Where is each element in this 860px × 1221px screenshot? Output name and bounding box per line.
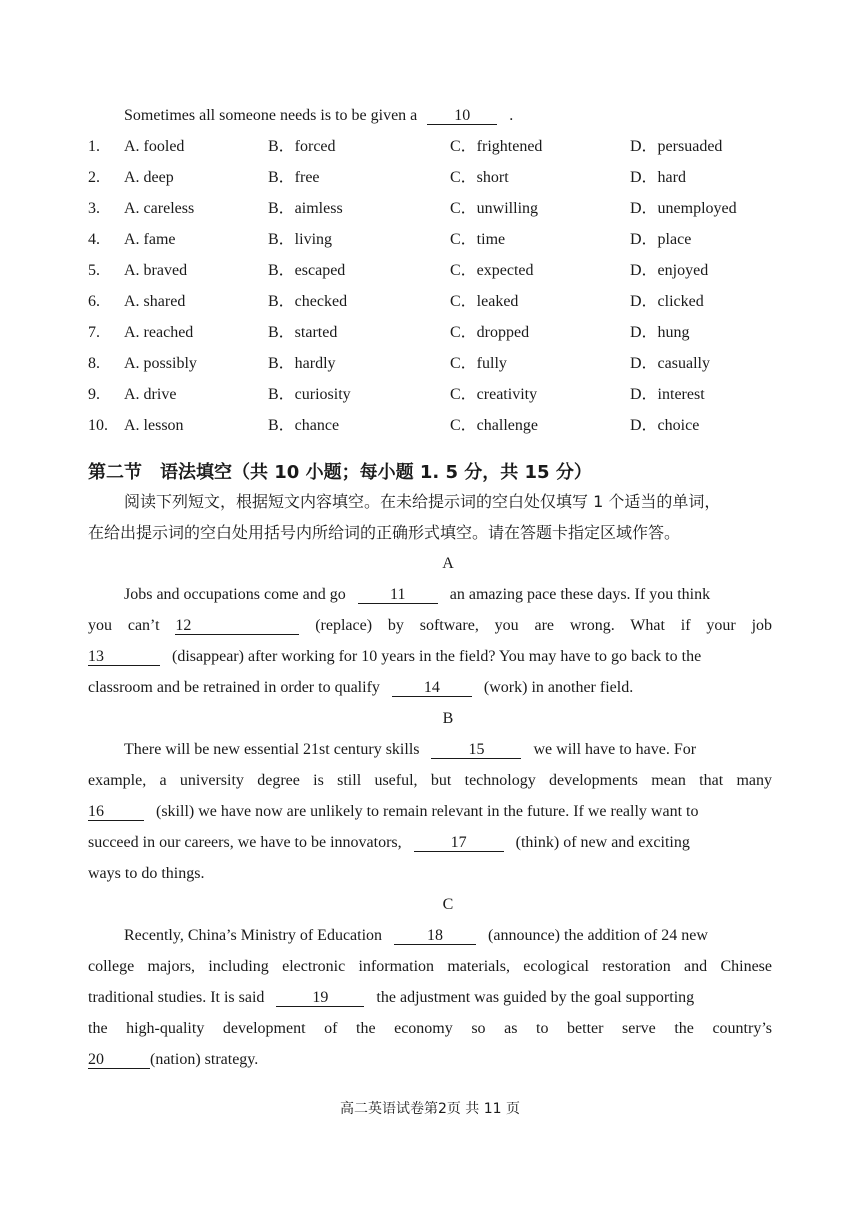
option-d: D．persuaded: [630, 138, 723, 155]
option-a: A. possibly: [124, 355, 197, 372]
blank-14: 14: [392, 680, 472, 697]
option-b: B．aimless: [268, 200, 343, 217]
option-d: D．enjoyed: [630, 262, 709, 279]
option-c: C．unwilling: [450, 200, 539, 217]
text: Jobs and occupations come and go: [124, 586, 346, 603]
passage-a-line-2: [88, 616, 772, 636]
option-row: [88, 385, 788, 407]
text: (nation) strategy.: [150, 1051, 259, 1068]
option-row: [88, 230, 788, 252]
text: (replace) by software, you are wrong. What if your job: [315, 617, 773, 634]
option-row: [88, 292, 788, 314]
option-c: C．challenge: [450, 417, 538, 434]
question-number: 5.: [88, 262, 100, 279]
blank-15: 15: [431, 742, 521, 759]
passage-c-label: C: [442, 896, 454, 913]
question-number: 9.: [88, 386, 100, 403]
question-number: 10.: [88, 417, 108, 434]
option-row: [88, 261, 788, 283]
option-b: B．curiosity: [268, 386, 351, 403]
blank-11: 11: [358, 587, 438, 604]
option-b: B．living: [268, 231, 333, 248]
text: (disappear) after working for 10 years in the field? You may have to go back to the: [172, 648, 702, 665]
text: we will have to have. For: [533, 741, 697, 758]
option-c: C．leaked: [450, 293, 519, 310]
option-c: C．fully: [450, 355, 507, 372]
instructions-line-2: 在给出提示词的空白处用括号内所给词的正确形式填空。请在答题卡指定区域作答。: [88, 523, 681, 542]
passage-b-line-2: example, a university degree is still useful, but technology developments mean that many: [88, 772, 772, 789]
intro-line: [124, 106, 513, 126]
option-b: B．started: [268, 324, 338, 341]
option-a: A. fame: [124, 231, 176, 248]
passage-b-line-5: ways to do things.: [88, 865, 205, 882]
option-c: C．dropped: [450, 324, 530, 341]
passage-a-line-4: [88, 678, 633, 698]
text: succeed in our careers, we have to be innovators,: [88, 834, 402, 851]
option-d: D．unemployed: [630, 200, 737, 217]
option-row: [88, 323, 788, 345]
option-b: B．free: [268, 169, 320, 186]
question-number: 4.: [88, 231, 100, 248]
option-a: A. shared: [124, 293, 186, 310]
option-row: [88, 168, 788, 190]
option-d: D．place: [630, 231, 692, 248]
option-a: A. fooled: [124, 138, 185, 155]
text: you can’t: [88, 617, 160, 634]
passage-a-line-1: [124, 585, 710, 605]
option-b: B．checked: [268, 293, 348, 310]
text: an amazing pace these days. If you think: [449, 586, 711, 603]
option-a: A. lesson: [124, 417, 184, 434]
question-number: 8.: [88, 355, 100, 372]
option-b: B．hardly: [268, 355, 336, 372]
option-c: C．creativity: [450, 386, 538, 403]
text: classroom and be retrained in order to qualify: [88, 679, 380, 696]
option-d: D．casually: [630, 355, 710, 372]
option-d: D．choice: [630, 417, 700, 434]
blank-16: 16: [88, 804, 144, 821]
passage-a-line-3: [88, 647, 701, 667]
text: (skill) we have now are unlikely to remain relevant in the future. If we really want to: [156, 803, 699, 820]
blank-12: 12: [175, 618, 299, 635]
blank-10: 10: [427, 108, 497, 125]
text: (work) in another field.: [483, 679, 634, 696]
passage-c-line-1: [124, 926, 708, 946]
option-b: B．forced: [268, 138, 336, 155]
passage-b-line-3: [88, 802, 698, 822]
passage-b-label: B: [442, 710, 454, 727]
option-a: A. drive: [124, 386, 177, 403]
blank-19: 19: [276, 990, 364, 1007]
blank-17: 17: [414, 835, 504, 852]
blank-18: 18: [394, 928, 476, 945]
blank-20: 20: [88, 1052, 150, 1069]
option-c: C．expected: [450, 262, 534, 279]
option-a: A. careless: [124, 200, 195, 217]
option-row: [88, 199, 788, 221]
text: There will be new essential 21st century skills: [124, 741, 420, 758]
option-a: A. braved: [124, 262, 188, 279]
option-d: D．hung: [630, 324, 690, 341]
question-number: 3.: [88, 200, 100, 217]
option-c: C．short: [450, 169, 509, 186]
passage-b-line-1: [124, 740, 696, 760]
passage-b-line-4: [88, 833, 690, 853]
page-footer: 高二英语试卷第2页 共 11 页: [339, 1101, 521, 1117]
question-number: 7.: [88, 324, 100, 341]
passage-c-line-3: [88, 988, 694, 1008]
option-d: D．interest: [630, 386, 705, 403]
intro-text: Sometimes all someone needs is to be given a: [124, 107, 418, 124]
blank-13: 13: [88, 649, 160, 666]
text: (announce) the addition of 24 new: [488, 927, 708, 944]
text: Recently, China’s Ministry of Education: [124, 927, 383, 944]
text: the adjustment was guided by the goal supporting: [376, 989, 695, 1006]
passage-c-line-5: [88, 1050, 258, 1070]
text: (think) of new and exciting: [515, 834, 690, 851]
question-number: 2.: [88, 169, 100, 186]
option-d: D．hard: [630, 169, 686, 186]
text: traditional studies. It is said: [88, 989, 265, 1006]
instructions-line-1: 阅读下列短文，根据短文内容填空。在未给提示词的空白处仅填写 1 个适当的单词，: [124, 492, 721, 511]
intro-end: .: [509, 107, 514, 124]
option-row: [88, 416, 788, 438]
question-number: 6.: [88, 293, 100, 310]
option-a: A. deep: [124, 169, 174, 186]
option-d: D．clicked: [630, 293, 704, 310]
option-b: B．escaped: [268, 262, 346, 279]
passage-a-label: A: [442, 555, 454, 572]
question-number: 1.: [88, 138, 100, 155]
option-c: C．time: [450, 231, 506, 248]
option-row: [88, 354, 788, 376]
option-row: [88, 137, 788, 159]
section-title: 第二节 语法填空（共 10 小题；每小题 1. 5 分，共 15 分）: [88, 462, 592, 483]
option-b: B．chance: [268, 417, 340, 434]
option-c: C．frightened: [450, 138, 543, 155]
passage-c-line-2: college majors, including electronic information materials, ecological restoration and Chinese: [88, 958, 772, 975]
option-a: A. reached: [124, 324, 194, 341]
passage-c-line-4: the high-quality development of the economy so as to better serve the country’s: [88, 1020, 772, 1037]
